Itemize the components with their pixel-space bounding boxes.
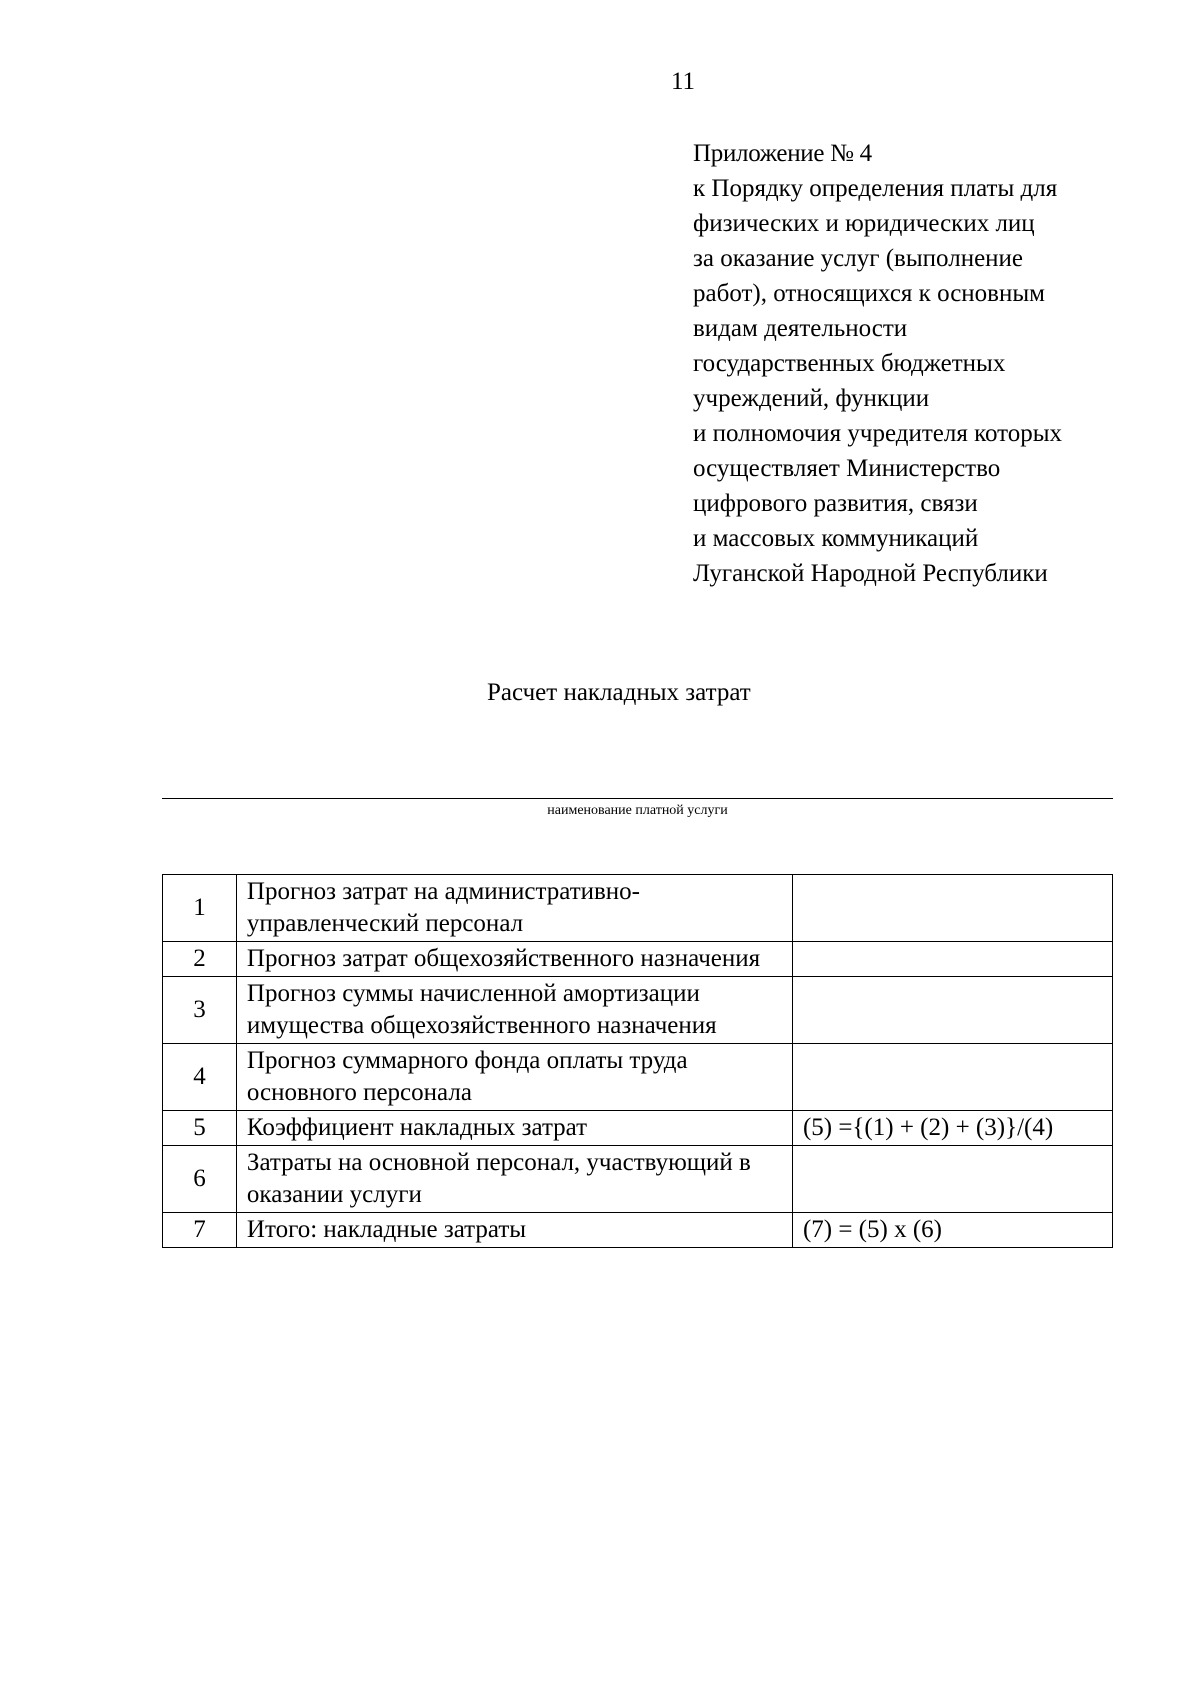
appendix-line: осуществляет Министерство: [693, 455, 1001, 482]
appendix-line: видам деятельности: [693, 315, 908, 342]
row-name: Прогноз затрат общехозяйственного назначения: [236, 942, 792, 977]
service-name-line: [162, 798, 1113, 799]
row-value: [792, 942, 1112, 977]
row-name: Прогноз затрат на административно-управленческий персонал: [236, 875, 792, 942]
appendix-line: учреждений, функции: [693, 385, 930, 412]
row-number: 1: [163, 875, 237, 942]
table-row: [163, 977, 1113, 1044]
row-number: 2: [163, 942, 237, 977]
row-value: (7) = (5) х (6): [792, 1213, 1112, 1248]
row-value: [792, 1044, 1112, 1111]
row-value: (5) ={(1) + (2) + (3)}/(4): [792, 1111, 1112, 1146]
table-row: [163, 875, 1113, 942]
row-number: 4: [163, 1044, 237, 1111]
page-number: 11: [670, 68, 696, 95]
row-name: Итого: накладные затраты: [236, 1213, 792, 1248]
overhead-calculation-table: [162, 874, 1113, 1248]
row-number: 3: [163, 977, 237, 1044]
table-row: [163, 1044, 1113, 1111]
appendix-title: Приложение № 4: [693, 140, 872, 167]
row-name: Затраты на основной персонал, участвующий в оказании услуги: [236, 1146, 792, 1213]
row-value: [792, 1146, 1112, 1213]
appendix-line: цифрового развития, связи: [693, 490, 978, 517]
table-row: [163, 1111, 1113, 1146]
row-value: [792, 977, 1112, 1044]
appendix-line: государственных бюджетных: [693, 350, 1006, 377]
appendix-line: работ), относящихся к основным: [693, 280, 1045, 307]
service-name-caption: наименование платной услуги: [547, 803, 728, 818]
row-number: 7: [163, 1213, 237, 1248]
appendix-line: Луганской Народной Республики: [693, 560, 1048, 587]
appendix-line: и массовых коммуникаций: [693, 525, 979, 552]
row-number: 5: [163, 1111, 237, 1146]
row-name: Коэффициент накладных затрат: [236, 1111, 792, 1146]
appendix-line: за оказание услуг (выполнение: [693, 245, 1024, 272]
appendix-line: к Порядку определения платы для: [693, 175, 1058, 202]
table-row: [163, 942, 1113, 977]
table-row: [163, 1213, 1113, 1248]
row-value: [792, 875, 1112, 942]
row-name: Прогноз суммарного фонда оплаты труда основного персонала: [236, 1044, 792, 1111]
table-row: [163, 1146, 1113, 1213]
appendix-line: физических и юридических лиц: [693, 210, 1035, 237]
row-number: 6: [163, 1146, 237, 1213]
appendix-line: и полномочия учредителя которых: [693, 420, 1063, 447]
appendix-block: [693, 136, 1173, 591]
document-title: Расчет накладных затрат: [487, 679, 751, 706]
row-name: Прогноз суммы начисленной амортизации имущества общехозяйственного назначения: [236, 977, 792, 1044]
